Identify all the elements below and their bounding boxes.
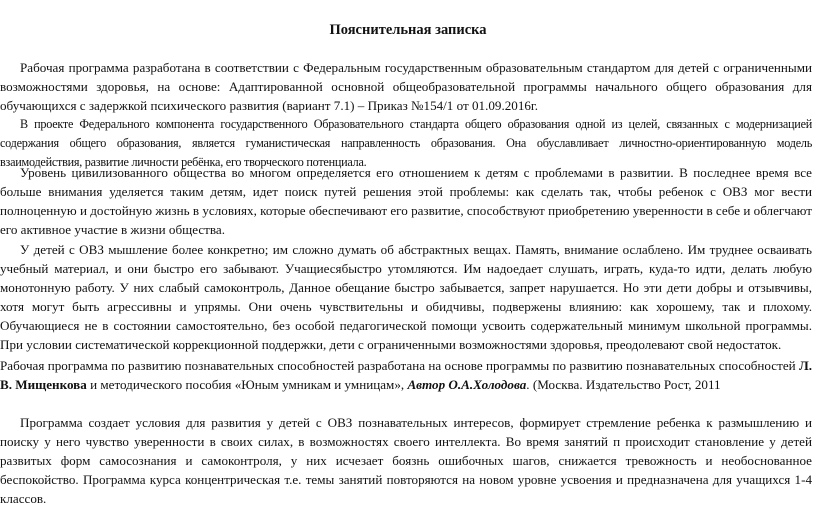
paragraph-children-thinking: У детей с ОВЗ мышление более конкретно; им сложно думать об абстрактных вещах. Память, внимание ослаблено. Им труднее осваивать учебный материал, и они быстро его забывают. Учащиесябыстро утомляются. Им надоедает слушать, играть, куда-то идти, делать любую монотонную работу. У них слабый самоконтроль, Данное обещание быстро забывается, запрет нарушается. Но эти дети добры и отзывчивы, хотя могут быть агрессивны и упрямы. Они очень чувствительны и обидчивы, подвержены влиянию: как хорошему, так и плохому. Обучающиеся не в состоянии самостоятельно, без особой педагогической помощи усвоить содержательный минимум школьной программы. При условии систематической коррекционной поддержки, дети с ограниченными возможностями здоровья, преодолевают свой недостаток.: [0, 242, 812, 352]
cognitive-program-text-1: Рабочая программа по развитию познавательных способностей разработана на основе программы по развитию познавательных способностей: [0, 358, 799, 373]
cognitive-program-text-2: и методического пособия «Юным умникам и умницам»,: [86, 377, 408, 392]
author-kholodova: Автор О.А.Холодова: [407, 377, 527, 392]
paragraph-program-basis: Рабочая программа разработана в соответствии с Федеральным государственным образовательным стандартом для детей с ограниченными возможностями здоровья, на основе: Адаптированной основной общеобразовательной программы начального общего образования для обучающихся с задержкой психического развития (вариант 7.1) – Приказ №154/1 от 01.09.2016г.: [0, 60, 812, 113]
document-title: Пояснительная записка: [329, 22, 487, 38]
paragraph-federal-standard: В проекте Федерального компонента государственного Образовательного стандарта общего образования одной из целей, связанных с модернизацией содержания общего образования, является гуманистическая направленность образования. Она обуславливает личностно-ориентированную модель взаимодействия, развитие личности ребёнка, его творческого потенциала.: [0, 117, 812, 169]
cognitive-program-text-3: . (Москва. Издательство Рост, 2011: [526, 377, 721, 392]
paragraph-civilized-society: Уровень цивилизованного общества во многом определяется его отношением к детям с проблемами в развитии. В последнее время все больше внимания уделяется таким детям, идет поиск путей решения этой проблемы: как сделать так, чтобы ребенок с ОВЗ мог вести полноценную и достойную жизнь в условиях, которые обеспечивают его развитие, способствуют приобретению уверенности в себе и облегчают его активное участие в жизни общества.: [0, 165, 812, 237]
paragraph-program-conditions: Программа создает условия для развития у детей с ОВЗ познавательных интересов, формирует стремление ребенка к размышлению и поиску у него чувство уверенности в своих силах, в возможностях своего интеллекта. Во время занятий п происходит становление у детей развитых форм самосознания и самоконтроля, у них исчезает боязнь ошибочных шагов, снижается тревожность и необоснованное беспокойство. Программа курса концентрическая т.е. темы занятий повторяются на новом уровне усвоения и предназначена для учащихся 1-4 классов.: [0, 415, 812, 506]
paragraph-cognitive-program: [0, 356, 812, 394]
author-name-mishchenkova: Л. В. Мищенкова: [0, 358, 812, 392]
